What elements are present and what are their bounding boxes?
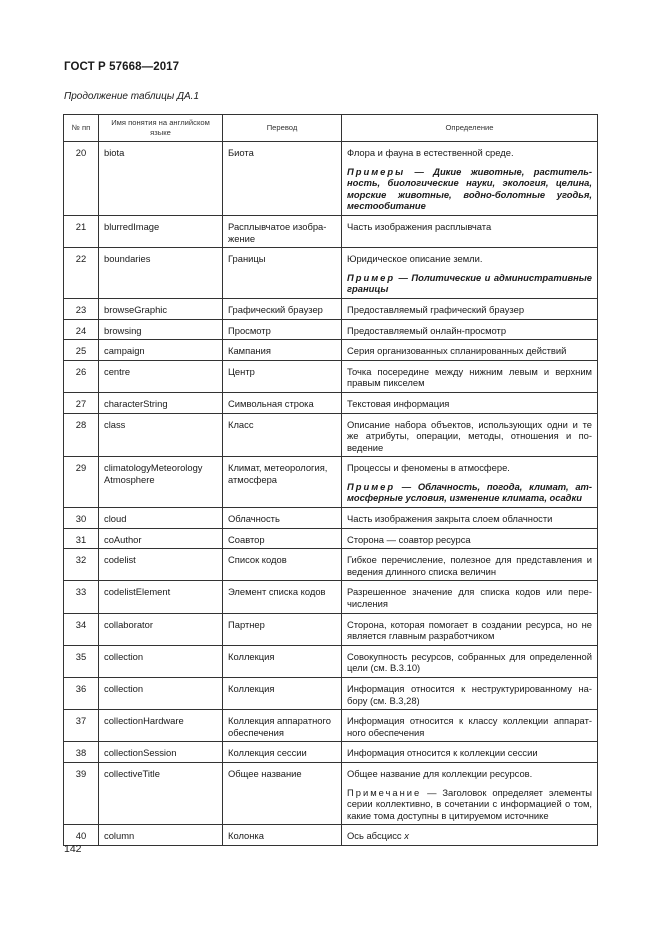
header-name: Имя понятия на английском языке: [99, 115, 223, 142]
row-number: 39: [64, 762, 99, 824]
remark-note: [347, 787, 592, 822]
term-name: collectionHardware: [99, 710, 223, 742]
term-definition: [342, 581, 598, 613]
header-translation: Перевод: [223, 115, 342, 142]
note-text: — Политические и административные границы: [347, 271, 592, 295]
table-row: [64, 549, 598, 581]
terms-table: [63, 114, 598, 846]
term-translation: Просмотр: [223, 319, 342, 340]
term-translation: Коллекция: [223, 678, 342, 710]
row-number: 23: [64, 298, 99, 319]
term-name: browsing: [99, 319, 223, 340]
table-row: [64, 762, 598, 824]
table-row: [64, 457, 598, 508]
note-label: Пример: [347, 271, 396, 283]
example-note: [347, 166, 592, 212]
definition-text: [347, 366, 592, 389]
term-definition: [342, 215, 598, 247]
definition-main: Ось абсцисс: [347, 830, 402, 842]
term-definition: [342, 392, 598, 413]
note-label: Примечание: [347, 786, 422, 798]
term-name: browseGraphic: [99, 298, 223, 319]
row-number: 33: [64, 581, 99, 613]
term-definition: [342, 413, 598, 457]
page-number: 142: [64, 843, 82, 855]
term-name: collaborator: [99, 613, 223, 645]
term-definition: [342, 508, 598, 529]
definition-text: [347, 534, 592, 546]
definition-text: [347, 398, 592, 410]
definition-text: [347, 586, 592, 609]
table-row: [64, 678, 598, 710]
table-row: [64, 319, 598, 340]
term-name: column: [99, 825, 223, 846]
term-definition: [342, 549, 598, 581]
term-definition: [342, 762, 598, 824]
term-definition: [342, 457, 598, 508]
term-definition: [342, 319, 598, 340]
term-name: blurredImage: [99, 215, 223, 247]
row-number: 26: [64, 360, 99, 392]
table-row: [64, 392, 598, 413]
term-name: collectionSession: [99, 742, 223, 763]
term-definition: [342, 360, 598, 392]
row-number: 31: [64, 528, 99, 549]
definition-main: Совокупность ресурсов, собранных для определенной цели (см. В.3.10): [347, 650, 592, 674]
term-translation: Коллекция: [223, 645, 342, 677]
term-name: characterString: [99, 392, 223, 413]
term-translation: Границы: [223, 248, 342, 299]
definition-text: [347, 513, 592, 525]
term-translation: Элемент списка кодов: [223, 581, 342, 613]
definition-main: Сторона, которая помогает в создании ресурса, но не является главным разработчиком: [347, 618, 592, 642]
term-translation: Партнер: [223, 613, 342, 645]
table-row: [64, 581, 598, 613]
definition-variable: x: [404, 830, 409, 842]
note-label: Примеры: [347, 165, 406, 177]
standard-number: ГОСТ Р 57668—2017: [64, 61, 180, 73]
row-number: 25: [64, 340, 99, 361]
definition-main: Точка посередине между нижним левым и верхним правым пикселем: [347, 365, 592, 389]
table-row: [64, 742, 598, 763]
term-definition: [342, 142, 598, 216]
definition-main: Процессы и феномены в атмосфере.: [347, 462, 510, 474]
table-row: [64, 710, 598, 742]
term-translation: Биота: [223, 142, 342, 216]
definition-main: Информация относится к коллекции сессии: [347, 747, 538, 759]
header-num: № пп: [64, 115, 99, 142]
term-translation: Коллекция сессии: [223, 742, 342, 763]
term-translation: Климат, метеорология, атмосфера: [223, 457, 342, 508]
table-row: [64, 340, 598, 361]
term-name: class: [99, 413, 223, 457]
table-row: [64, 248, 598, 299]
definition-text: [347, 768, 592, 780]
table-caption: Продолжение таблицы ДА.1: [64, 91, 200, 102]
term-name: climatologyMeteorology Atmosphere: [99, 457, 223, 508]
row-number: 32: [64, 549, 99, 581]
note-text: — Заголовок определяет элементы серии коллективно, в сочетании с информацией о том, какие тома доступны в цитируемом источнике: [347, 786, 592, 821]
term-name: campaign: [99, 340, 223, 361]
term-definition: [342, 298, 598, 319]
definition-text: [347, 554, 592, 577]
definition-text: [347, 462, 592, 474]
definition-text: [347, 304, 592, 316]
definition-main: Предоставляемый онлайн-просмотр: [347, 324, 507, 336]
row-number: 30: [64, 508, 99, 529]
term-translation: Расплывчатое изображение: [223, 215, 342, 247]
definition-text: [347, 253, 592, 265]
definition-text: [347, 221, 592, 233]
table-row: [64, 508, 598, 529]
row-number: 40: [64, 825, 99, 846]
definition-main: Общее название для коллекции ресурсов.: [347, 767, 533, 779]
table-row: [64, 142, 598, 216]
note-text: — Облачность, погода, климат, атмосферные условия, изменение климата, осадки: [347, 480, 592, 504]
row-number: 35: [64, 645, 99, 677]
term-definition: [342, 645, 598, 677]
term-name: biota: [99, 142, 223, 216]
table-row: [64, 645, 598, 677]
term-translation: Графический браузер: [223, 298, 342, 319]
definition-text: [347, 683, 592, 706]
term-name: collectiveTitle: [99, 762, 223, 824]
term-definition: [342, 248, 598, 299]
definition-text: [347, 830, 592, 842]
definition-text: [347, 345, 592, 357]
row-number: 38: [64, 742, 99, 763]
definition-text: [347, 651, 592, 674]
term-translation: Символьная строка: [223, 392, 342, 413]
table-row: [64, 298, 598, 319]
definition-text: [347, 619, 592, 642]
table-row: [64, 613, 598, 645]
definition-main: Сторона — соавтор ресурса: [347, 533, 471, 545]
definition-text: [347, 747, 592, 759]
definition-main: Часть изображения расплывчата: [347, 220, 492, 232]
definition-main: Гибкое перечисление, полезное для представления и ведения длинного списка величин: [347, 554, 592, 577]
term-name: coAuthor: [99, 528, 223, 549]
definition-main: Юридическое описание земли.: [347, 253, 483, 265]
term-translation: Общее название: [223, 762, 342, 824]
example-note: [347, 272, 592, 295]
table-row: [64, 528, 598, 549]
note-label: Пример: [347, 480, 396, 492]
term-translation: Соавтор: [223, 528, 342, 549]
row-number: 37: [64, 710, 99, 742]
table-row: [64, 825, 598, 846]
row-number: 27: [64, 392, 99, 413]
note-text: — Дикие животные, растительность, биологические науки, экология, целина, морские животные, водно-болотные угодья, местообитание: [347, 165, 592, 212]
term-translation: Облачность: [223, 508, 342, 529]
definition-main: Информация относится к классу коллекции аппаратного обеспечения: [347, 715, 592, 738]
term-name: codelist: [99, 549, 223, 581]
row-number: 36: [64, 678, 99, 710]
example-note: [347, 481, 592, 504]
term-translation: Класс: [223, 413, 342, 457]
row-number: 24: [64, 319, 99, 340]
term-name: collection: [99, 678, 223, 710]
definition-main: Текстовая информация: [347, 397, 450, 409]
term-definition: [342, 742, 598, 763]
term-translation: Центр: [223, 360, 342, 392]
row-number: 22: [64, 248, 99, 299]
term-translation: Колонка: [223, 825, 342, 846]
term-name: centre: [99, 360, 223, 392]
definition-main: Предоставляемый графический браузер: [347, 303, 525, 315]
table-body: [64, 142, 598, 846]
term-definition: [342, 613, 598, 645]
definition-text: [347, 325, 592, 337]
term-name: collection: [99, 645, 223, 677]
row-number: 28: [64, 413, 99, 457]
term-definition: [342, 825, 598, 846]
row-number: 34: [64, 613, 99, 645]
term-translation: Коллекция аппаратного обеспечения: [223, 710, 342, 742]
term-definition: [342, 340, 598, 361]
header-definition: Определение: [342, 115, 598, 142]
term-translation: Список кодов: [223, 549, 342, 581]
row-number: 21: [64, 215, 99, 247]
term-definition: [342, 528, 598, 549]
term-name: cloud: [99, 508, 223, 529]
definition-text: [347, 419, 592, 454]
row-number: 29: [64, 457, 99, 508]
definition-main: Серия организованных спланированных действий: [347, 345, 567, 357]
term-definition: [342, 678, 598, 710]
table-header-row: [64, 115, 598, 142]
definition-text: [347, 147, 592, 159]
definition-main: Разрешенное значение для списка кодов или перечисления: [347, 586, 592, 610]
row-number: 20: [64, 142, 99, 216]
table-row: [64, 215, 598, 247]
definition-text: [347, 715, 592, 738]
definition-main: Флора и фауна в естественной среде.: [347, 147, 514, 158]
table-row: [64, 413, 598, 457]
table-row: [64, 360, 598, 392]
definition-main: Часть изображения закрыта слоем облачности: [347, 513, 553, 525]
definition-main: Описание набора объектов, использующих одни и те же атрибуты, операции, методы, отношения и поведение: [347, 418, 592, 453]
term-translation: Кампания: [223, 340, 342, 361]
term-definition: [342, 710, 598, 742]
term-name: codelistElement: [99, 581, 223, 613]
definition-main: Информация относится к неструктурированному набору (см. В.3,28): [347, 683, 592, 706]
term-name: boundaries: [99, 248, 223, 299]
